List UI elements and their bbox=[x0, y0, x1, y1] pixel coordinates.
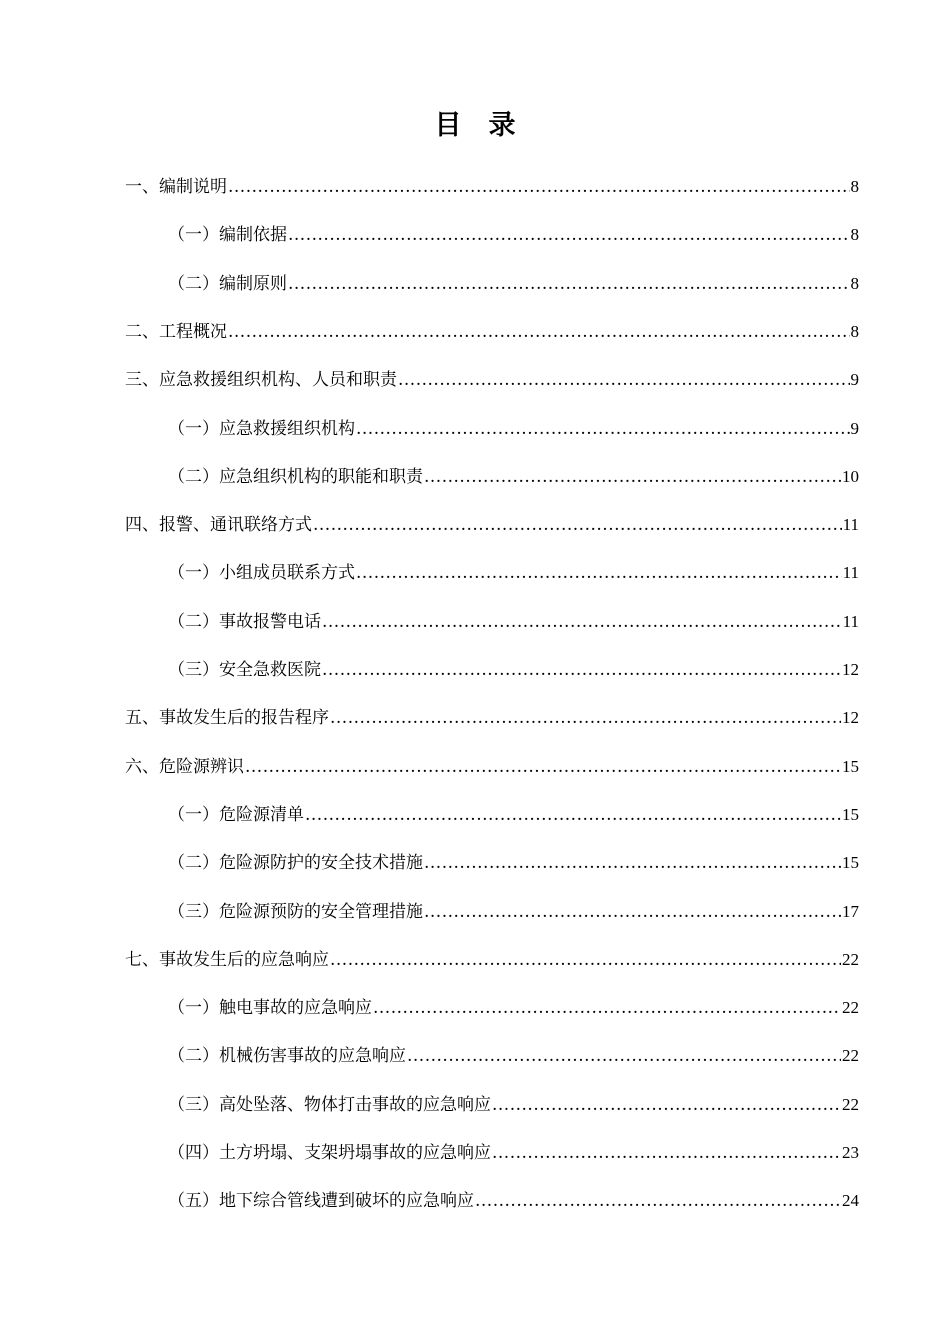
toc-entry[interactable] bbox=[168, 655, 859, 685]
toc-leader bbox=[424, 897, 841, 927]
toc-leader bbox=[398, 365, 850, 395]
toc-page-number: 12 bbox=[842, 708, 859, 728]
toc-entry-text: （三）高处坠落、物体打击事故的应急响应 bbox=[168, 1094, 491, 1115]
toc-leader bbox=[330, 703, 841, 733]
toc-entry[interactable] bbox=[168, 558, 859, 588]
toc-entry-text: 五、事故发生后的报告程序 bbox=[125, 708, 329, 729]
toc-leader bbox=[288, 269, 850, 299]
toc-entry[interactable] bbox=[125, 172, 859, 202]
toc-entry-text: （一）危险源清单 bbox=[168, 804, 304, 825]
toc-page-number: 22 bbox=[842, 998, 859, 1018]
toc-entry-text: （三）安全急救医院 bbox=[168, 660, 321, 680]
toc-page-number: 22 bbox=[842, 1094, 859, 1114]
toc-leader bbox=[492, 1090, 841, 1120]
toc-entry[interactable] bbox=[168, 897, 859, 927]
toc-leader bbox=[288, 220, 850, 250]
toc-entry-text: （四）土方坍塌、支架坍塌事故的应急响应 bbox=[168, 1143, 491, 1163]
toc-entry-text: （二）应急组织机构的职能和职责 bbox=[168, 466, 423, 487]
toc-page-number: 22 bbox=[842, 1046, 859, 1066]
toc-entry[interactable] bbox=[168, 993, 859, 1023]
toc-entry-text: 七、事故发生后的应急响应 bbox=[125, 949, 329, 970]
toc-entry-text: （一）触电事故的应急响应 bbox=[168, 998, 372, 1019]
toc-entry[interactable] bbox=[168, 800, 859, 830]
toc-entry-text: （二）危险源防护的安全技术措施 bbox=[168, 853, 423, 874]
toc-leader bbox=[407, 1041, 841, 1071]
toc-entry[interactable] bbox=[168, 414, 859, 444]
toc-entry-text: （三）危险源预防的安全管理措施 bbox=[168, 901, 423, 922]
toc-entry[interactable] bbox=[168, 1090, 859, 1120]
toc-page-number: 8 bbox=[850, 273, 859, 293]
toc-entry[interactable] bbox=[125, 510, 859, 540]
toc-leader bbox=[228, 317, 850, 347]
toc-entry-text: （一）小组成员联系方式 bbox=[168, 563, 355, 584]
toc-entry[interactable] bbox=[168, 1186, 859, 1216]
toc-entry-text: 二、工程概况 bbox=[125, 321, 227, 342]
toc-leader bbox=[492, 1138, 841, 1168]
toc-entry[interactable] bbox=[168, 462, 859, 492]
toc-page-number: 11 bbox=[842, 515, 859, 535]
toc-entry-text: （二）事故报警电话 bbox=[168, 611, 321, 632]
toc-leader bbox=[305, 800, 841, 830]
toc-leader bbox=[356, 558, 842, 588]
toc-page-number: 11 bbox=[842, 563, 859, 583]
toc-entry-text: （二）机械伤害事故的应急响应 bbox=[168, 1046, 406, 1067]
toc-entry[interactable] bbox=[125, 945, 859, 975]
toc-entry-text: 四、报警、通讯联络方式 bbox=[125, 515, 312, 536]
toc-entry[interactable] bbox=[168, 607, 859, 637]
toc-page-number: 24 bbox=[842, 1191, 859, 1211]
toc-page-number: 10 bbox=[842, 466, 859, 486]
toc-entry-text: （二）编制原则 bbox=[168, 273, 287, 294]
toc-entry[interactable] bbox=[125, 703, 859, 733]
toc-leader bbox=[373, 993, 841, 1023]
toc-entry[interactable] bbox=[168, 220, 859, 250]
toc-page-number: 15 bbox=[842, 756, 859, 776]
toc-entry[interactable] bbox=[125, 752, 859, 782]
toc-entry[interactable] bbox=[125, 365, 859, 395]
toc-page-number: 8 bbox=[850, 177, 859, 196]
toc-leader bbox=[228, 172, 850, 202]
toc-leader bbox=[245, 752, 841, 782]
toc-page-number: 8 bbox=[850, 321, 859, 341]
toc-entry[interactable] bbox=[168, 848, 859, 878]
toc-page-number: 15 bbox=[842, 853, 859, 873]
toc-leader bbox=[424, 848, 841, 878]
toc-leader bbox=[356, 414, 850, 444]
toc-entry-text: 一、编制说明 bbox=[125, 177, 227, 197]
toc-page-number: 9 bbox=[850, 370, 859, 390]
toc-page-number: 17 bbox=[842, 901, 859, 921]
toc-entry[interactable] bbox=[125, 317, 859, 347]
toc-entry-text: （一）编制依据 bbox=[168, 225, 287, 246]
toc-entry[interactable] bbox=[168, 269, 859, 299]
toc-entry-text: 六、危险源辨识 bbox=[125, 756, 244, 777]
toc-entry[interactable] bbox=[168, 1138, 859, 1168]
toc-page-number: 8 bbox=[850, 225, 859, 245]
toc-entry-text: （一）应急救援组织机构 bbox=[168, 418, 355, 439]
toc-page-number: 11 bbox=[842, 611, 859, 631]
toc-page-number: 15 bbox=[842, 804, 859, 824]
toc-leader bbox=[330, 945, 841, 975]
toc-page-number: 12 bbox=[842, 660, 859, 679]
page-title: 目 录 bbox=[434, 110, 516, 141]
toc-leader bbox=[475, 1186, 841, 1216]
toc-leader bbox=[322, 655, 841, 685]
toc-leader bbox=[322, 607, 842, 637]
toc-leader bbox=[424, 462, 841, 492]
toc-entry-text: 三、应急救援组织机构、人员和职责 bbox=[125, 370, 397, 391]
toc-page-number: 22 bbox=[842, 949, 859, 969]
toc-entry[interactable] bbox=[168, 1041, 859, 1071]
toc-page-number: 23 bbox=[842, 1143, 859, 1162]
toc-page-number: 9 bbox=[850, 418, 859, 438]
toc-leader bbox=[313, 510, 842, 540]
toc-entry-text: （五）地下综合管线遭到破坏的应急响应 bbox=[168, 1191, 474, 1212]
